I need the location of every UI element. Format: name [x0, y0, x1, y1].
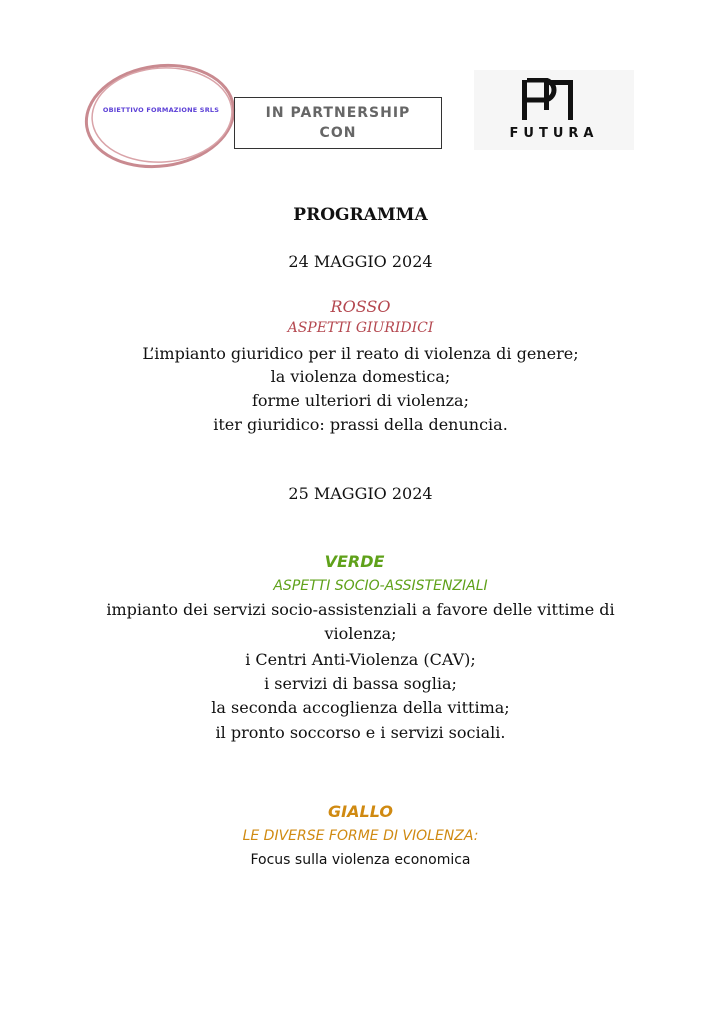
- day-2-line: la seconda accoglienza della vittima;: [211, 698, 510, 717]
- day-2-line: i Centri Anti-Violenza (CAV);: [245, 650, 476, 669]
- date-day-2: 25 MAGGIO 2024: [288, 484, 433, 503]
- day-2-line: il pronto soccorso e i servizi sociali.: [215, 723, 506, 742]
- futura-logo: [474, 70, 634, 150]
- subtitle-aspetti-giuridici: ASPETTI GIURIDICI: [287, 320, 434, 336]
- day-1-line: L’impianto giuridico per il reato di violenza di genere;: [142, 344, 579, 363]
- left-logo-text: OBIETTIVO FORMAZIONE SRLS: [102, 106, 220, 114]
- day-1-line: forme ulteriori di violenza;: [252, 391, 469, 410]
- day-1-line: iter giuridico: prassi della denuncia.: [213, 415, 508, 434]
- circle-logo-icon: [80, 60, 240, 172]
- day-2-line: impianto dei servizi socio-assistenziali a favore delle vittime di: [106, 600, 615, 619]
- partnership-box: IN PARTNERSHIP CON: [234, 97, 442, 149]
- section-giallo: GIALLO: [328, 802, 393, 821]
- section-verde: VERDE: [324, 552, 385, 571]
- date-day-1: 24 MAGGIO 2024: [288, 252, 433, 271]
- subtitle-forme-di-violenza: LE DIVERSE FORME DI VIOLENZA:: [242, 828, 479, 844]
- day-2-line: i servizi di bassa soglia;: [264, 674, 457, 693]
- section-rosso: ROSSO: [330, 297, 391, 316]
- subtitle-aspetti-socio-assistenziali: ASPETTI SOCIO-ASSISTENZIALI: [273, 578, 488, 594]
- right-logo-text: FUTURA: [509, 126, 599, 141]
- futura-monogram-icon: [518, 78, 590, 122]
- obiettivo-formazione-logo: [80, 60, 240, 172]
- day-1-line: la violenza domestica;: [270, 367, 451, 386]
- day-3-line: Focus sulla violenza economica: [250, 852, 471, 868]
- programme-title: PROGRAMMA: [293, 205, 428, 225]
- day-2-line: violenza;: [324, 624, 397, 643]
